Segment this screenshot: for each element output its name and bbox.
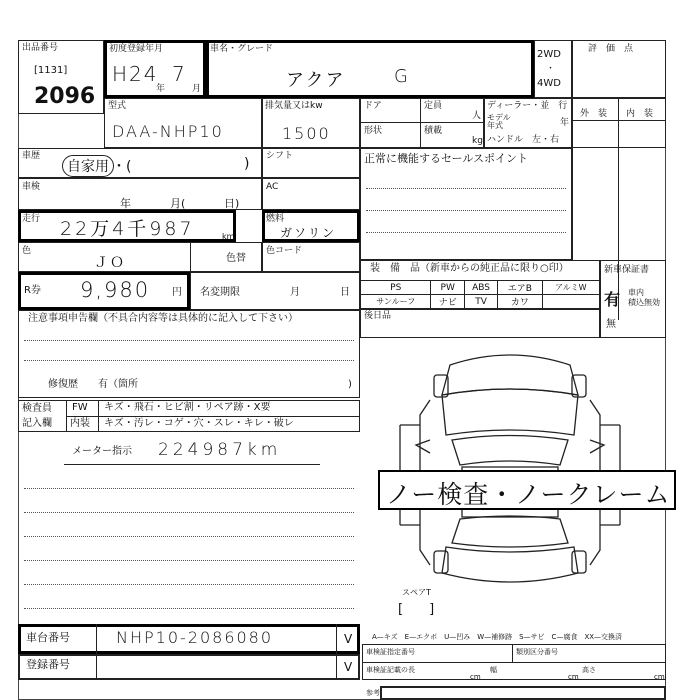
equip-alloy: アルミW bbox=[542, 281, 599, 295]
first-registration-year-unit: 年 bbox=[156, 84, 166, 94]
lot-code: [1131] bbox=[34, 65, 68, 76]
history-paren-close: ) bbox=[244, 156, 250, 172]
warranty-note-1: 車内 bbox=[628, 288, 644, 297]
reference-box bbox=[380, 686, 666, 700]
length-unit: cm bbox=[470, 673, 481, 681]
spec-divider bbox=[512, 644, 513, 662]
equip-pw: PW bbox=[431, 281, 464, 295]
first-registration-month: 7 bbox=[172, 62, 187, 86]
inspector-label-1: 検査員 bbox=[22, 403, 52, 414]
equipment-title: 装 備 品（新車からの純正品に限り○印） bbox=[370, 263, 569, 274]
car-name: アクア bbox=[286, 70, 346, 91]
car-wheel-rr bbox=[572, 551, 586, 573]
name-change-label: 名変期限 bbox=[200, 287, 240, 298]
inspection-year: 年 bbox=[120, 197, 131, 210]
exterior-interior-box bbox=[572, 98, 666, 148]
equip-blank bbox=[542, 295, 599, 309]
name-change-day: 日 bbox=[340, 287, 350, 298]
history-value: 自家用 bbox=[62, 155, 114, 177]
damage-codes: A—キズ E—エクボ U—凹み W—補修跡 S—サビ C—腐食 XX—交換済 bbox=[372, 633, 623, 641]
door-divider bbox=[360, 122, 484, 123]
chassis-label: 車台番号 bbox=[26, 631, 70, 644]
model-value: DAA-NHP10 bbox=[112, 122, 224, 141]
length-label: 車検証記載の長 bbox=[366, 666, 415, 674]
fuel-label: 燃料 bbox=[266, 214, 285, 224]
recycle-value: 9,980 bbox=[80, 278, 151, 302]
first-registration-month-unit: 月 bbox=[192, 84, 202, 94]
first-registration-era: H24 bbox=[112, 62, 159, 86]
mileage-label: 走行 bbox=[22, 214, 41, 224]
reference-label: 参考 bbox=[366, 689, 380, 697]
inspection-label: 車検 bbox=[22, 182, 41, 192]
car-hood bbox=[442, 389, 578, 435]
recycle-label: R券 bbox=[24, 285, 41, 296]
history-label: 車歴 bbox=[22, 151, 41, 161]
car-rear bbox=[442, 547, 578, 582]
load-label: 積載 bbox=[424, 126, 443, 136]
recycle-unit: 円 bbox=[172, 287, 182, 298]
color-code-label: 色コード bbox=[266, 246, 303, 256]
free-dots-4 bbox=[24, 560, 354, 561]
inspector-interior: 内装 bbox=[70, 418, 90, 429]
equip-ps: PS bbox=[361, 281, 431, 295]
free-dots-5 bbox=[24, 584, 354, 585]
mileage-value: 22万4千987 bbox=[60, 218, 195, 240]
ext-int-divider bbox=[572, 120, 666, 121]
shape-label: 形状 bbox=[364, 126, 383, 136]
notes-dots-2 bbox=[24, 360, 354, 361]
displacement-label: 排気量又はkw bbox=[265, 101, 323, 111]
inspector-label-2: 記入欄 bbox=[22, 418, 52, 429]
car-right-mirror bbox=[590, 440, 604, 453]
repair-history-label: 修復歴 有（箇所 bbox=[48, 379, 138, 390]
inspector-hdivider bbox=[66, 416, 360, 417]
drive-2wd: 2WD bbox=[537, 49, 561, 60]
capacity-label: 定員 bbox=[424, 101, 443, 111]
fuel-value: ガソリン bbox=[280, 226, 337, 240]
load-unit: kg bbox=[472, 136, 483, 146]
inspection-month: 月( bbox=[170, 197, 186, 210]
ac-label: AC bbox=[266, 182, 279, 192]
color-divider bbox=[190, 242, 191, 272]
score-right-column bbox=[572, 148, 573, 260]
aftermarket-box bbox=[360, 308, 600, 338]
repaint-label: 色替 bbox=[226, 253, 246, 264]
width-label: 幅 bbox=[490, 666, 497, 674]
name-grade-label: 車名・グレード bbox=[210, 44, 274, 54]
selling-dots-3 bbox=[366, 232, 566, 233]
free-dots-2 bbox=[24, 512, 354, 513]
inspector-fw: FW bbox=[72, 402, 88, 413]
equipment-grid bbox=[360, 280, 600, 309]
spec-hdivider bbox=[362, 662, 666, 663]
equip-sunroof: サンルーフ bbox=[361, 295, 431, 309]
free-dots-6 bbox=[24, 608, 354, 609]
height-unit: cm bbox=[654, 673, 665, 681]
warranty-note-2: 積込無効 bbox=[628, 298, 660, 307]
displacement-value: 1500 bbox=[282, 124, 331, 143]
notes-dots-1 bbox=[24, 340, 354, 341]
warranty-label: 新車保証書 bbox=[604, 265, 650, 275]
no-inspection-stamp bbox=[378, 470, 676, 510]
width-unit: cm bbox=[568, 673, 579, 681]
score-label: 評 価 点 bbox=[588, 44, 634, 54]
lot-number: 2096 bbox=[34, 84, 96, 109]
shift-label: シフト bbox=[266, 151, 294, 161]
type-label: 類別区分番号 bbox=[516, 648, 558, 656]
drive-dot: ・ bbox=[546, 64, 556, 74]
notes-title: 注意事項申告欄（不具合内容等は具体的に記入して下さい） bbox=[28, 313, 298, 324]
color-label: 色 bbox=[22, 246, 32, 256]
inspector-interior-items: キズ・汚レ・コゲ・穴・スレ・キレ・破レ bbox=[104, 418, 294, 429]
repair-history-close: ) bbox=[348, 379, 352, 390]
model-label: 型式 bbox=[108, 101, 127, 111]
registration-check: V bbox=[344, 660, 353, 674]
mileage-unit: km bbox=[222, 232, 235, 241]
interior-label: 内 装 bbox=[626, 109, 654, 119]
equip-airbag: エアB bbox=[498, 281, 542, 295]
handle-label: ハンドル 左・右 bbox=[487, 135, 560, 145]
car-grade: G bbox=[394, 66, 410, 87]
warranty-none: 無 bbox=[606, 319, 616, 330]
model-year-label: モデル 年式 bbox=[487, 113, 511, 130]
free-dots-3 bbox=[24, 536, 354, 537]
spare-tire-label: スペアT bbox=[402, 588, 431, 597]
chassis-value: NHP10-2086080 bbox=[116, 628, 274, 647]
chassis-check: V bbox=[344, 632, 353, 646]
equip-navi: ナビ bbox=[431, 295, 464, 309]
lot-number-label: 出品番号 bbox=[22, 43, 59, 53]
door-vdivider bbox=[420, 98, 421, 148]
equip-tv: TV bbox=[464, 295, 497, 309]
history-box bbox=[18, 148, 262, 178]
equip-leather: カワ bbox=[498, 295, 542, 309]
first-registration-label: 初度登録年月 bbox=[109, 44, 164, 54]
color-value: ＪＯ bbox=[94, 255, 126, 271]
meter-label: メーター指示 bbox=[72, 446, 132, 457]
car-left-mirror bbox=[416, 440, 430, 453]
model-year-unit: 年 bbox=[560, 118, 570, 128]
car-windshield bbox=[452, 436, 568, 466]
selling-dots-2 bbox=[366, 210, 566, 211]
equip-abs: ABS bbox=[464, 281, 497, 295]
history-paren-open: ・( bbox=[112, 159, 132, 175]
car-rear-glass bbox=[452, 516, 568, 547]
stamp-text: ノー検査・ノークレーム bbox=[386, 480, 671, 509]
designation-label: 車検証指定番号 bbox=[366, 648, 415, 656]
height-label: 高さ bbox=[582, 666, 596, 674]
capacity-unit: 人 bbox=[472, 111, 482, 121]
name-change-month: 月 bbox=[290, 287, 300, 298]
spare-tire-bracket: [ ] bbox=[398, 602, 435, 617]
registration-label: 登録番号 bbox=[26, 658, 70, 671]
drive-4wd: 4WD bbox=[537, 78, 561, 89]
meter-value: 224987km bbox=[158, 440, 282, 460]
selling-points-label: 正常に機能するセールスポイント bbox=[364, 152, 529, 165]
inspector-fw-items: キズ・飛石・ヒビ割・リペア跡・X要 bbox=[104, 402, 271, 413]
free-dots-1 bbox=[24, 488, 354, 489]
car-wheel-rl bbox=[434, 551, 448, 573]
warranty-value: 有 bbox=[604, 290, 621, 309]
dealer-label: ディーラー・並 行 bbox=[487, 101, 568, 111]
exterior-label: 外 装 bbox=[580, 109, 608, 119]
meter-underline bbox=[64, 464, 320, 465]
door-label: ドア bbox=[364, 101, 382, 111]
selling-dots-1 bbox=[366, 188, 566, 189]
inspection-day: 日) bbox=[224, 197, 240, 210]
aftermarket-label: 後日品 bbox=[364, 311, 392, 321]
